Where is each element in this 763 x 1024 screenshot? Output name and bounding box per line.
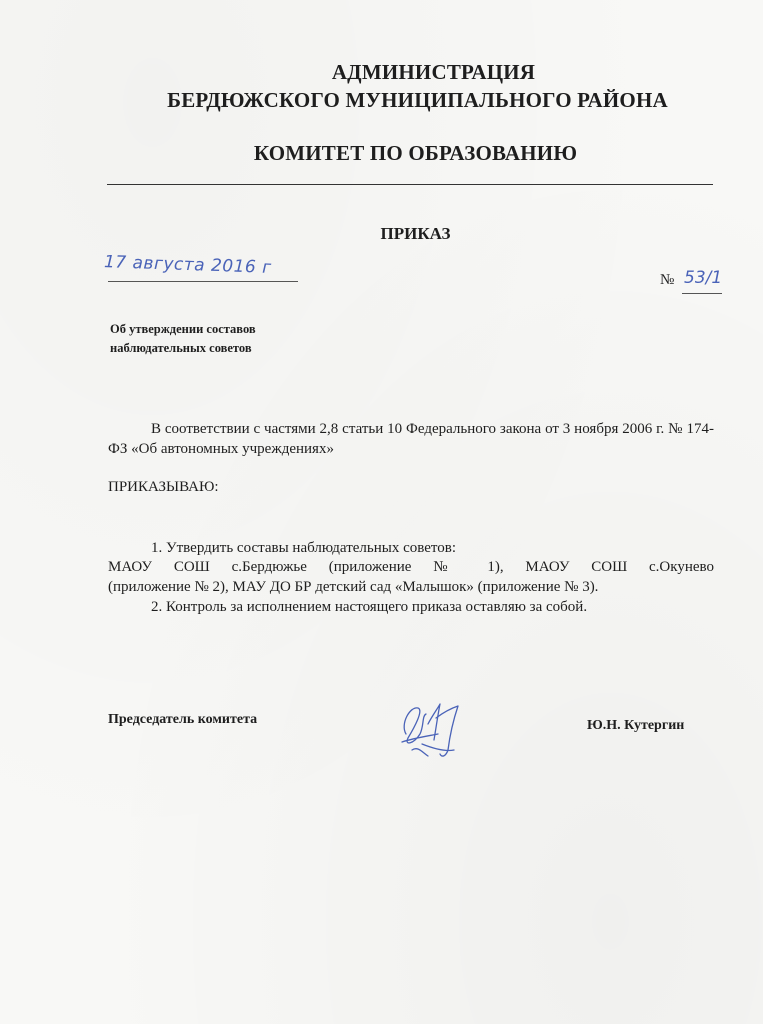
item-2: 2. Контроль за исполнением настоящего приказа оставляю за собой. <box>151 599 588 615</box>
subject-line-2: наблюдательных советов <box>110 341 252 355</box>
item-1-line-2: МАОУ СОШ с.Бердюжье (приложение № 1), МАОУ СОШ с.Окунево <box>108 559 714 575</box>
order-subject <box>110 320 256 358</box>
date-underline <box>108 281 298 282</box>
item-1-line-3: (приложение № 2), МАУ ДО БР детский сад «Малышок» (приложение № 3). <box>108 579 599 595</box>
item-1-line-1: 1. Утвердить составы наблюдательных советов: <box>151 540 457 556</box>
preamble-paragraph: В соответствии с частями 2,8 статьи 10 Федерального закона от 3 ноября 2006 г. № 174-ФЗ «Об автономных учреждениях» <box>108 421 714 457</box>
signatory-name: Ю.Н. Кутергин <box>587 718 685 733</box>
order-title: ПРИКАЗ <box>380 224 451 243</box>
subject-line-1: Об утверждении составов <box>110 322 256 336</box>
header-administration: АДМИНИСТРАЦИЯ <box>331 60 536 84</box>
number-underline <box>682 293 722 294</box>
order-date-handwritten: 17 августа 2016 г <box>103 252 272 278</box>
order-number-label: № <box>660 272 675 288</box>
header-district: БЕРДЮЖСКОГО МУНИЦИПАЛЬНОГО РАЙОНА <box>167 88 668 112</box>
header-committee: КОМИТЕТ ПО ОБРАЗОВАНИЮ <box>253 141 578 165</box>
signatory-title: Председатель комитета <box>108 712 258 727</box>
handwritten-signature <box>392 694 472 764</box>
header-divider <box>107 184 713 185</box>
order-number-handwritten: 53/1 <box>684 268 723 288</box>
command-word: ПРИКАЗЫВАЮ: <box>108 479 219 495</box>
